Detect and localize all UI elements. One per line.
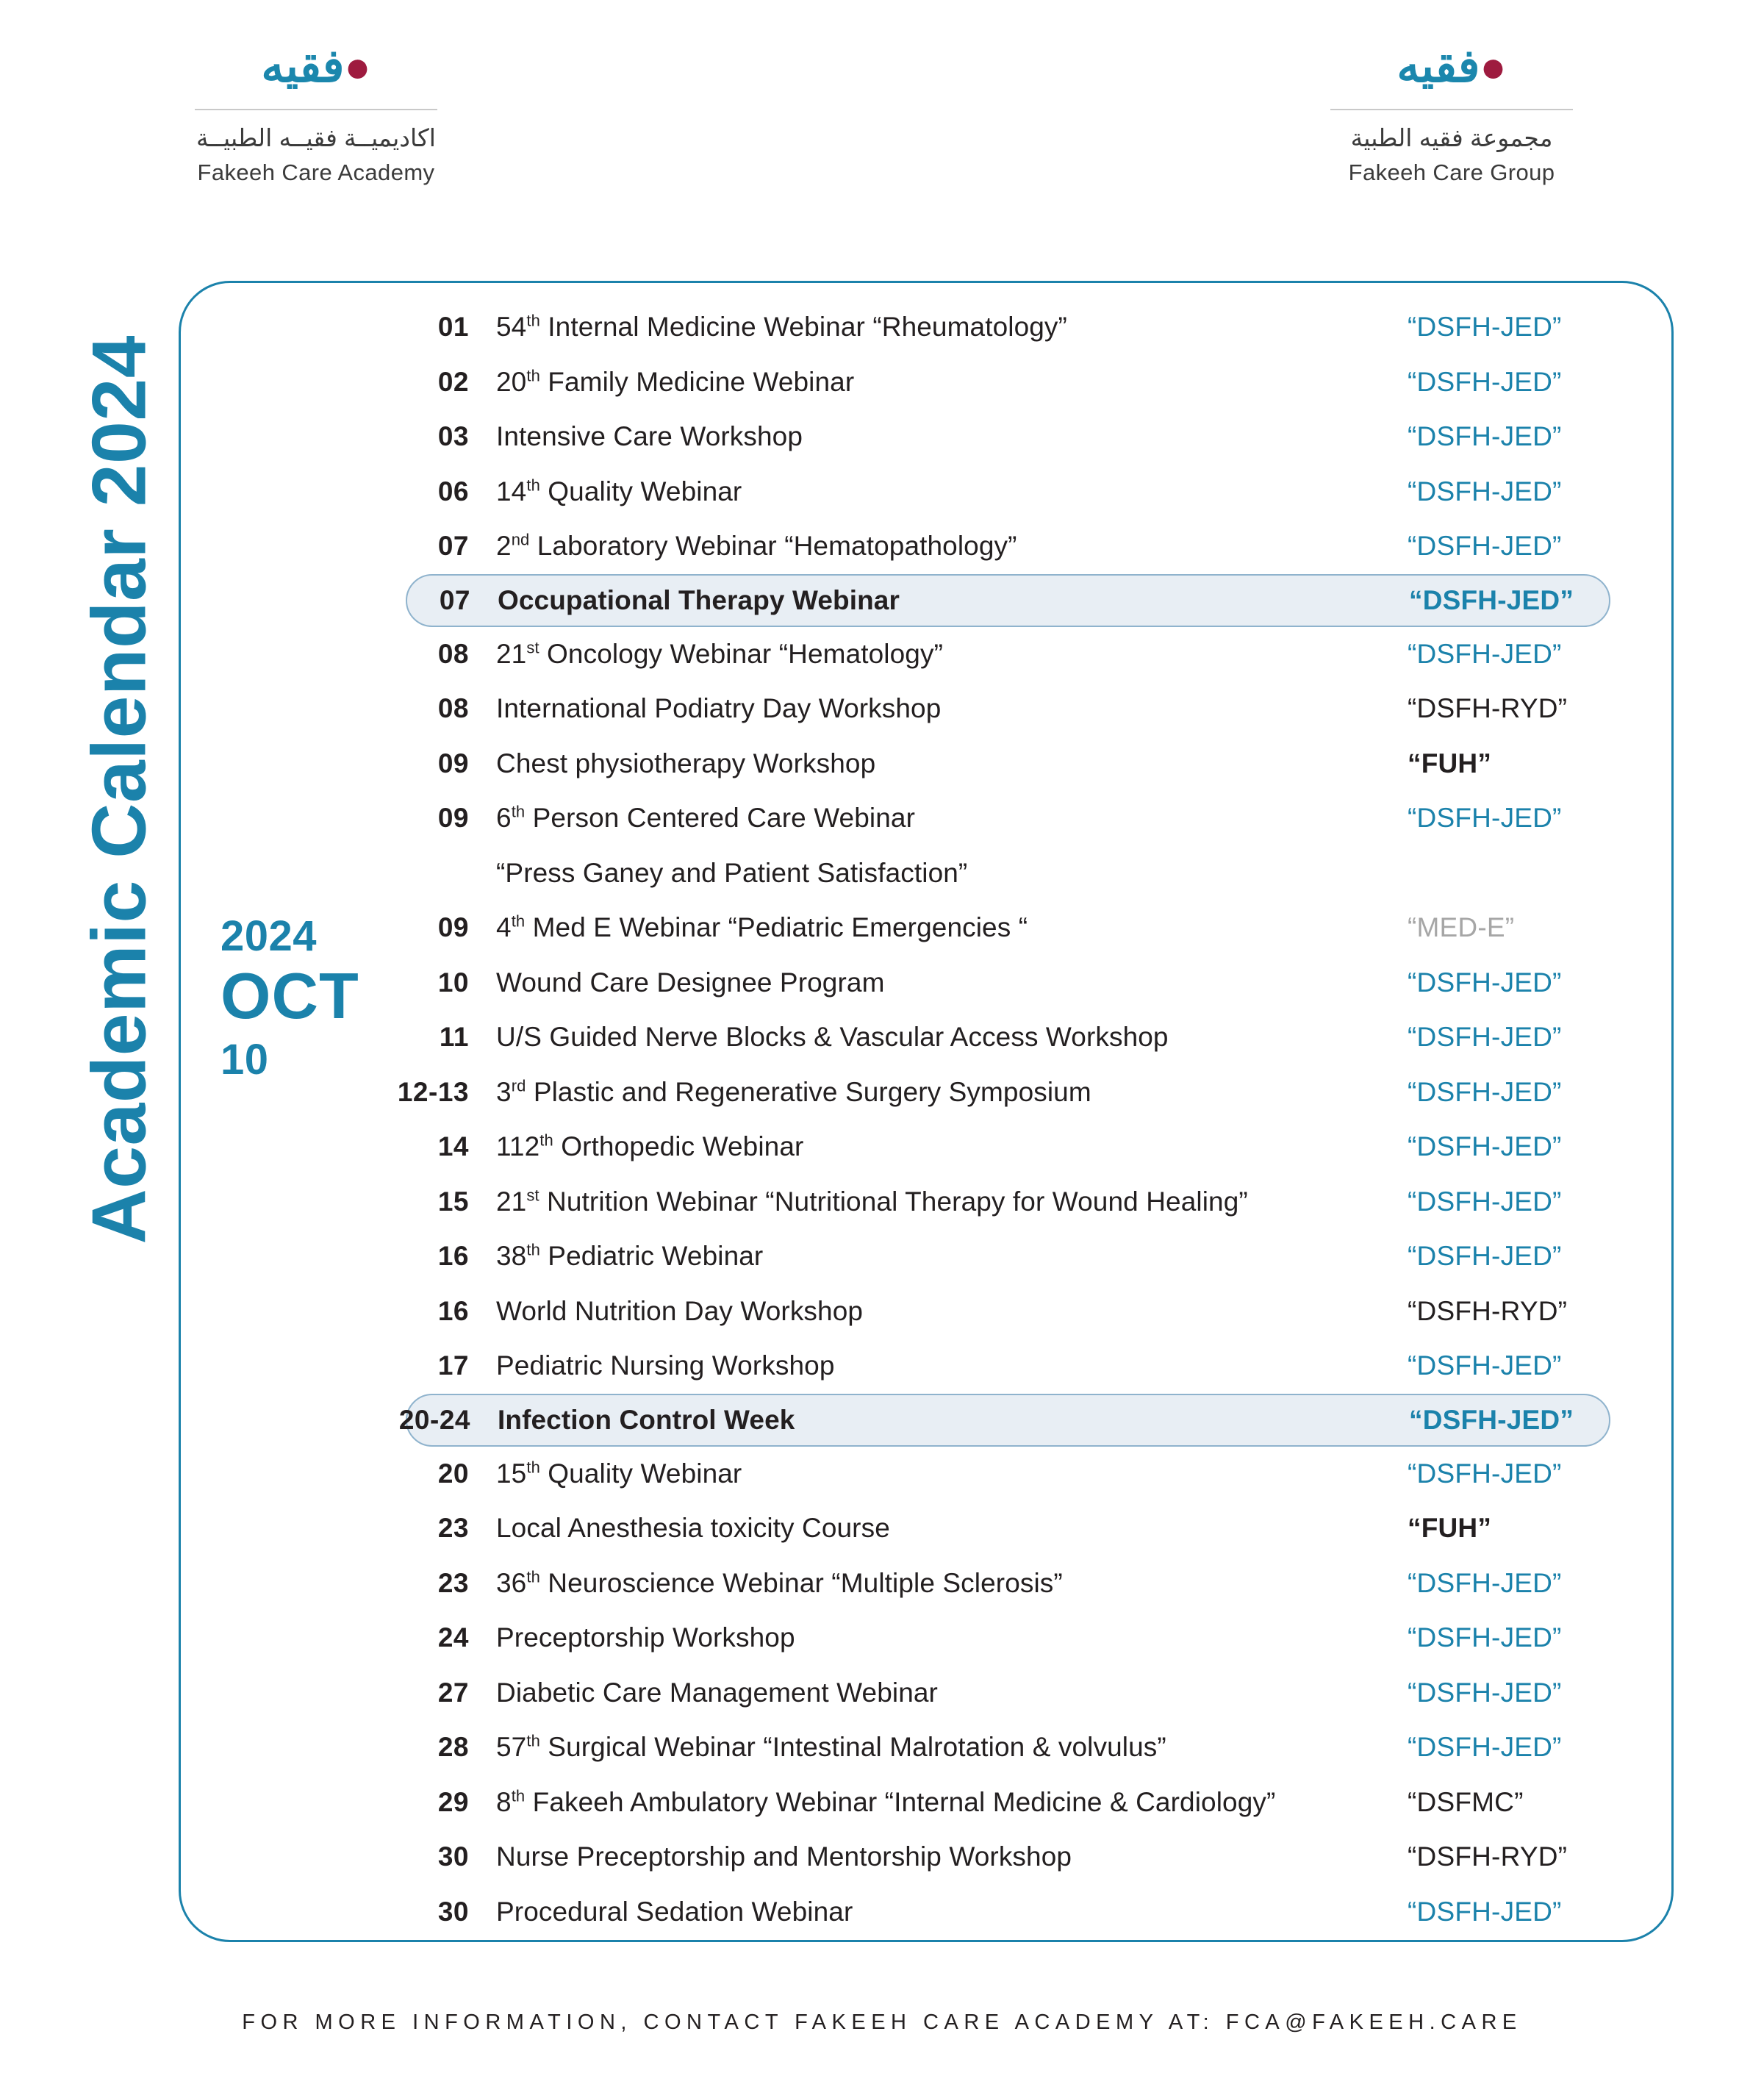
- date-month-number: 10: [220, 1036, 269, 1084]
- event-row: [179, 1175, 1674, 1230]
- event-ordinal: 54: [496, 312, 527, 343]
- event-row: [179, 1447, 1674, 1502]
- fakeeh-care-academy-logo: [184, 41, 448, 187]
- event-ordinal: 3: [496, 1076, 512, 1107]
- event-day: 06: [437, 476, 469, 506]
- event-title: [496, 1131, 803, 1162]
- event-day: 16: [437, 1295, 469, 1326]
- event-title-text: Internal Medicine Webinar “Rheumatology”: [539, 312, 1067, 343]
- event-title: [496, 1186, 1248, 1217]
- event-day: 15: [437, 1186, 469, 1217]
- event-row: [179, 791, 1674, 846]
- fakeeh-wordmark-icon: [1319, 41, 1584, 99]
- fakeeh-wordmark-icon: [184, 41, 448, 99]
- event-title-text: Quality Webinar: [539, 476, 742, 506]
- event-ordinal-suffix: th: [539, 1131, 553, 1150]
- event-day: 09: [437, 912, 469, 943]
- event-row: [179, 956, 1674, 1011]
- event-venue: “DSFH-JED”: [1408, 1567, 1562, 1598]
- event-day: 30: [437, 1896, 469, 1927]
- event-title-text: Laboratory Webinar “Hematopathology”: [529, 531, 1017, 562]
- event-title: [496, 1568, 1063, 1599]
- event-row-highlighted: [398, 1394, 1610, 1447]
- event-title-text: Plastic and Regenerative Surgery Symposium: [526, 1076, 1091, 1107]
- event-venue: “DSFMC”: [1408, 1786, 1524, 1817]
- event-ordinal: 38: [496, 1241, 527, 1272]
- event-venue: “DSFH-JED”: [1408, 1896, 1562, 1927]
- event-day: 23: [437, 1567, 469, 1598]
- event-ordinal-suffix: th: [526, 1567, 540, 1586]
- event-row: [179, 1556, 1674, 1611]
- event-ordinal: 4: [496, 912, 512, 943]
- event-row: [179, 1775, 1674, 1830]
- group-name-arabic: مجموعة فقيه الطبية: [1350, 124, 1553, 151]
- event-day: 16: [437, 1241, 469, 1272]
- event-venue: “DSFH-JED”: [1408, 1677, 1562, 1708]
- event-row: [179, 465, 1674, 520]
- academy-name-arabic: اكاديميــة فقيــه الطبيــة: [196, 124, 436, 151]
- event-venue: “DSFH-JED”: [1408, 1076, 1562, 1107]
- event-title: Chest physiotherapy Workshop: [496, 748, 876, 778]
- event-venue: “DSFH-RYD”: [1408, 1841, 1568, 1872]
- event-venue: “DSFH-JED”: [1408, 1732, 1562, 1763]
- date-month: OCT: [220, 959, 359, 1032]
- event-title: Local Anesthesia toxicity Course: [496, 1513, 890, 1544]
- logo-dot-icon: ●: [344, 42, 371, 91]
- event-title: [496, 1787, 1275, 1818]
- event-title: [496, 531, 1017, 562]
- event-day: 20: [437, 1458, 469, 1489]
- event-row: [179, 1885, 1674, 1940]
- event-venue: “DSFH-JED”: [1408, 967, 1562, 998]
- event-ordinal-suffix: th: [526, 1240, 540, 1259]
- event-title: [496, 639, 943, 670]
- event-title: [496, 803, 915, 834]
- event-venue: “DSFH-JED”: [1408, 638, 1562, 669]
- event-title-text: Orthopedic Webinar: [553, 1131, 804, 1162]
- event-venue: “DSFH-JED”: [1408, 1622, 1562, 1653]
- event-title: [496, 1458, 742, 1489]
- logo-divider: [1330, 109, 1573, 110]
- event-title-text: Surgical Webinar “Intestinal Malrotation & volvulus”: [539, 1732, 1166, 1763]
- event-day: 29: [437, 1786, 469, 1817]
- event-ordinal-suffix: st: [526, 638, 539, 657]
- event-ordinal: 15: [496, 1458, 527, 1489]
- event-title: Procedural Sedation Webinar: [496, 1896, 853, 1927]
- event-row: [179, 1229, 1674, 1284]
- event-row: [179, 1339, 1674, 1394]
- event-ordinal: 36: [496, 1567, 527, 1598]
- event-title: [496, 1732, 1166, 1763]
- event-row: [179, 1065, 1674, 1120]
- event-row: [179, 627, 1674, 682]
- event-day: 03: [437, 421, 469, 452]
- event-row: [179, 300, 1674, 355]
- event-row: [179, 409, 1674, 465]
- event-day: 30: [437, 1841, 469, 1872]
- event-venue: “DSFH-JED”: [1408, 1458, 1562, 1489]
- event-ordinal-suffix: rd: [511, 1076, 526, 1095]
- event-day: 24: [437, 1622, 469, 1653]
- event-day: 07: [439, 584, 470, 615]
- event-ordinal: 20: [496, 366, 527, 397]
- event-venue: “DSFH-JED”: [1408, 1131, 1562, 1162]
- logo-divider: [195, 109, 437, 110]
- event-venue: “DSFH-RYD”: [1408, 693, 1568, 724]
- event-title-text: Fakeeh Ambulatory Webinar “Internal Medicine & Cardiology”: [525, 1786, 1276, 1817]
- event-title: [496, 912, 1028, 943]
- logo-arabic-mark: فقيه: [261, 41, 345, 92]
- event-ordinal-suffix: th: [526, 476, 540, 495]
- logo-dot-icon: ●: [1480, 42, 1507, 91]
- event-ordinal-suffix: th: [526, 1458, 540, 1477]
- event-title: [496, 1241, 763, 1272]
- event-day: 14: [437, 1131, 469, 1162]
- event-venue: “DSFH-JED”: [1409, 1404, 1574, 1435]
- logo-arabic-mark: فقيه: [1396, 41, 1480, 92]
- event-ordinal: 6: [496, 803, 512, 834]
- event-row: [179, 519, 1674, 574]
- event-row: [179, 737, 1674, 792]
- event-day: 08: [437, 638, 469, 669]
- event-title: International Podiatry Day Workshop: [496, 693, 942, 724]
- event-venue: “DSFH-JED”: [1408, 803, 1562, 834]
- event-title-text: Nutrition Webinar “Nutritional Therapy for Wound Healing”: [539, 1186, 1248, 1217]
- event-venue: “DSFH-JED”: [1408, 1350, 1562, 1381]
- event-day: 20-24: [398, 1404, 470, 1435]
- event-row: [179, 1611, 1674, 1666]
- date-year: 2024: [220, 912, 318, 960]
- event-row: [179, 681, 1674, 737]
- event-venue: “DSFH-JED”: [1408, 1186, 1562, 1217]
- event-ordinal-suffix: th: [526, 311, 540, 330]
- event-venue: “DSFH-JED”: [1408, 366, 1562, 397]
- event-title: [496, 312, 1067, 343]
- event-day: 07: [437, 531, 469, 562]
- event-ordinal-suffix: th: [511, 1786, 526, 1805]
- event-title-text: Quality Webinar: [539, 1458, 742, 1489]
- event-title: [496, 367, 854, 398]
- page-title: Academic Calendar 2024: [76, 334, 162, 1245]
- event-ordinal: 8: [496, 1786, 512, 1817]
- event-venue: “DSFH-JED”: [1408, 1241, 1562, 1272]
- event-title-text: Oncology Webinar “Hematology”: [539, 638, 943, 669]
- event-ordinal: 57: [496, 1732, 527, 1763]
- event-ordinal: 112: [496, 1131, 540, 1162]
- event-title: Occupational Therapy Webinar: [498, 584, 900, 615]
- event-ordinal-suffix: st: [526, 1186, 539, 1205]
- event-ordinal-suffix: th: [511, 912, 526, 931]
- event-venue: “DSFH-JED”: [1408, 1022, 1562, 1053]
- event-day: 09: [437, 748, 469, 778]
- event-ordinal: 21: [496, 638, 527, 669]
- event-title: Diabetic Care Management Webinar: [496, 1677, 938, 1708]
- event-row: [179, 846, 1674, 901]
- event-ordinal-suffix: th: [526, 1731, 540, 1750]
- event-title: Preceptorship Workshop: [496, 1622, 795, 1653]
- event-title-text: Person Centered Care Webinar: [525, 803, 916, 834]
- event-day: 27: [437, 1677, 469, 1708]
- event-day: 08: [437, 693, 469, 724]
- event-row: [179, 355, 1674, 410]
- event-ordinal: 14: [496, 476, 527, 506]
- event-venue: “FUH”: [1408, 1513, 1492, 1544]
- event-title: Intensive Care Workshop: [496, 421, 803, 452]
- event-title-text: Med E Webinar “Pediatric Emergencies “: [525, 912, 1028, 943]
- event-venue: “FUH”: [1408, 748, 1492, 778]
- event-row: [179, 1830, 1674, 1885]
- event-venue: “DSFH-JED”: [1408, 312, 1562, 343]
- event-row: [179, 1284, 1674, 1339]
- event-title-text: Family Medicine Webinar: [539, 366, 855, 397]
- event-venue: “DSFH-JED”: [1408, 421, 1562, 452]
- event-ordinal: 21: [496, 1186, 527, 1217]
- event-day: 02: [437, 366, 469, 397]
- event-title: Wound Care Designee Program: [496, 967, 885, 998]
- event-venue: “DSFH-JED”: [1409, 584, 1574, 615]
- event-row: [179, 1720, 1674, 1775]
- event-title: Infection Control Week: [498, 1404, 795, 1435]
- event-title-text: Pediatric Webinar: [539, 1241, 764, 1272]
- event-venue: “DSFH-RYD”: [1408, 1295, 1568, 1326]
- event-title: World Nutrition Day Workshop: [496, 1295, 864, 1326]
- event-ordinal-suffix: nd: [511, 530, 530, 549]
- event-ordinal-suffix: th: [511, 802, 526, 821]
- event-venue: “DSFH-JED”: [1408, 476, 1562, 506]
- event-row: [179, 1120, 1674, 1175]
- event-row: [179, 1666, 1674, 1721]
- event-row: [179, 1010, 1674, 1065]
- event-row: [179, 900, 1674, 960]
- group-name-english: Fakeeh Care Group: [1348, 159, 1555, 185]
- event-day: 23: [437, 1513, 469, 1544]
- event-title: Pediatric Nursing Workshop: [496, 1350, 835, 1381]
- footer-contact: FOR MORE INFORMATION, CONTACT FAKEEH CARE ACADEMY AT: FCA@FAKEEH.CARE: [242, 2010, 1522, 2034]
- event-title: [496, 476, 742, 507]
- event-ordinal: 2: [496, 531, 512, 562]
- event-title-text: Neuroscience Webinar “Multiple Sclerosis”: [539, 1567, 1063, 1598]
- event-day: 17: [437, 1350, 469, 1381]
- event-row-highlighted: [406, 574, 1610, 627]
- event-day: 10: [437, 967, 469, 998]
- event-venue: “MED-E”: [1408, 912, 1515, 943]
- event-list: [179, 300, 1674, 1939]
- event-row: [179, 1501, 1674, 1556]
- academy-name-english: Fakeeh Care Academy: [197, 159, 435, 185]
- event-day: 09: [437, 803, 469, 834]
- event-title: Nurse Preceptorship and Mentorship Workshop: [496, 1841, 1072, 1872]
- event-day: 11: [439, 1022, 469, 1053]
- event-ordinal-suffix: th: [526, 366, 540, 385]
- fakeeh-care-group-logo: [1319, 41, 1584, 187]
- event-day: 12-13: [397, 1076, 469, 1107]
- event-day: 28: [437, 1732, 469, 1763]
- event-title: U/S Guided Nerve Blocks & Vascular Access Workshop: [496, 1022, 1169, 1053]
- event-title: “Press Ganey and Patient Satisfaction”: [496, 857, 968, 888]
- event-day: 01: [437, 312, 469, 343]
- event-title: [496, 1077, 1091, 1108]
- event-venue: “DSFH-JED”: [1408, 531, 1562, 562]
